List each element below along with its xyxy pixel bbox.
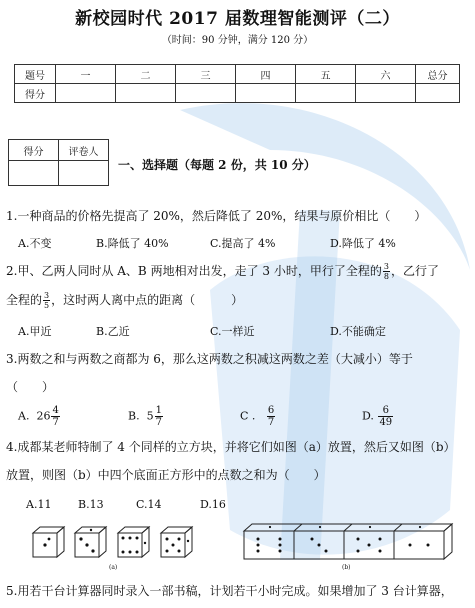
q1-option-d: D.降低了 4% bbox=[330, 237, 396, 250]
figure-a-cubes bbox=[30, 523, 200, 563]
q2-option-c: C.一样近 bbox=[210, 325, 255, 338]
q3-d-label: D. bbox=[362, 409, 374, 423]
score-header-cell: 四 bbox=[236, 65, 296, 84]
q4-option-a: A.11 bbox=[26, 498, 52, 511]
cube-icon bbox=[33, 527, 64, 557]
document-subtitle: （时间：90 分钟，满分 120 分） bbox=[161, 35, 314, 46]
q2-frac2-denominator: 5 bbox=[44, 301, 50, 310]
q3-option-c bbox=[240, 405, 276, 428]
score-table-score-row bbox=[15, 84, 460, 103]
score-cell bbox=[416, 84, 460, 103]
q3-b-label: B. bbox=[128, 409, 140, 423]
q2-option-b: B.乙近 bbox=[96, 325, 130, 338]
q3-b-numerator: 1 bbox=[155, 405, 162, 416]
q3-b-fraction bbox=[155, 405, 163, 428]
q4-option-b: B.13 bbox=[78, 498, 104, 511]
q2-fraction-2 bbox=[43, 291, 50, 310]
q3-b-denominator: 7 bbox=[155, 417, 162, 428]
score-cell bbox=[176, 84, 236, 103]
score-cell bbox=[56, 84, 116, 103]
q3-a-label: A. bbox=[18, 409, 30, 423]
q4-option-c: C.14 bbox=[136, 498, 162, 511]
score-header-cell: 一 bbox=[56, 65, 116, 84]
q2-line2-end: ，这时两人离中点的距离（ ） bbox=[51, 293, 244, 307]
q3-option-a bbox=[18, 405, 61, 428]
q3-a-whole: 26 bbox=[36, 409, 51, 423]
score-cell bbox=[236, 84, 296, 103]
q1-option-b: B.降低了 40% bbox=[96, 237, 169, 250]
figure-b-cubes bbox=[240, 521, 460, 565]
grader-box bbox=[8, 139, 109, 186]
q2-frac1-denominator: 8 bbox=[383, 272, 389, 281]
score-table-header-row bbox=[15, 65, 460, 84]
question-3-line-2: （ ） bbox=[6, 380, 55, 394]
question-4-line-2: 放置，则图（b）中四个底面正方形中的点数之和为（ ） bbox=[6, 468, 326, 482]
q3-d-denominator: 49 bbox=[379, 417, 393, 428]
q2-frac1-numerator: 3 bbox=[383, 262, 389, 271]
score-header-cell: 总分 bbox=[416, 65, 460, 84]
q2-frac2-numerator: 3 bbox=[44, 291, 50, 300]
cube-row-icon bbox=[244, 524, 452, 559]
q3-a-denominator: 7 bbox=[52, 417, 59, 428]
q3-a-numerator: 4 bbox=[52, 405, 59, 416]
figure-b-caption: (b) bbox=[342, 564, 351, 571]
question-4-line-1: 4.成都某老师特制了 4 个同样的立方块，并将它们如图（a）放置，然后又如图（b） bbox=[6, 440, 456, 454]
q3-a-fraction bbox=[51, 405, 59, 428]
q4-option-d: D.16 bbox=[200, 498, 226, 511]
q2-line1-start: 2.甲、乙两人同时从 A、B 两地相对出发，走了 3 小时，甲行了全程的 bbox=[6, 264, 382, 278]
q3-c-denominator: 7 bbox=[267, 417, 275, 428]
question-2-line-2 bbox=[6, 291, 243, 310]
grader-score-label: 得分 bbox=[9, 140, 59, 161]
q1-option-c: C.提高了 4% bbox=[210, 237, 276, 250]
document-title: 新校园时代 2017 届数理智能测评（二） bbox=[75, 9, 400, 29]
q3-d-numerator: 6 bbox=[378, 405, 393, 417]
question-3-line-1: 3.两数之和与两数之商都为 6，那么这两数之积减这两数之差（大减小）等于 bbox=[6, 352, 413, 366]
q2-option-a: A.甲近 bbox=[18, 325, 52, 338]
score-header-cell: 六 bbox=[356, 65, 416, 84]
q3-c-fraction bbox=[267, 405, 275, 428]
question-1-text: 1.一种商品的价格先提高了 20%，然后降低了 20%，结果与原价相比（ ） bbox=[6, 209, 427, 223]
section-title: 一、选择题（每题 2 份，共 10 分） bbox=[118, 158, 316, 172]
score-table bbox=[14, 64, 460, 103]
q2-line2-start: 全程的 bbox=[6, 293, 43, 307]
score-cell bbox=[296, 84, 356, 103]
q3-b-whole: 5 bbox=[146, 409, 154, 423]
cube-icon bbox=[75, 527, 106, 557]
grader-name-label: 评卷人 bbox=[59, 140, 109, 161]
q2-option-d: D.不能确定 bbox=[330, 325, 386, 338]
score-row-label: 得分 bbox=[15, 84, 56, 103]
q3-c-numerator: 6 bbox=[267, 405, 275, 416]
grader-name-cell bbox=[59, 161, 109, 186]
score-cell bbox=[116, 84, 176, 103]
q3-d-fraction bbox=[378, 405, 393, 428]
score-header-cell: 题号 bbox=[15, 65, 56, 84]
q3-option-b bbox=[128, 405, 164, 428]
q2-line1-end: ，乙行了 bbox=[390, 264, 439, 278]
score-header-cell: 三 bbox=[176, 65, 236, 84]
score-header-cell: 五 bbox=[296, 65, 356, 84]
q2-fraction-1 bbox=[383, 262, 390, 281]
question-5-text: 5.用若干台计算器同时录入一部书稿，计划若干小时完成。如果增加了 3 台计算器， bbox=[6, 584, 453, 598]
q3-c-label: C . bbox=[240, 409, 256, 423]
q3-option-d bbox=[362, 405, 394, 428]
figure-a-caption: (a) bbox=[109, 564, 118, 571]
grader-score-cell bbox=[9, 161, 59, 186]
score-cell bbox=[356, 84, 416, 103]
q1-option-a: A.不变 bbox=[18, 237, 52, 250]
question-2-line-1 bbox=[6, 262, 439, 281]
score-header-cell: 二 bbox=[116, 65, 176, 84]
